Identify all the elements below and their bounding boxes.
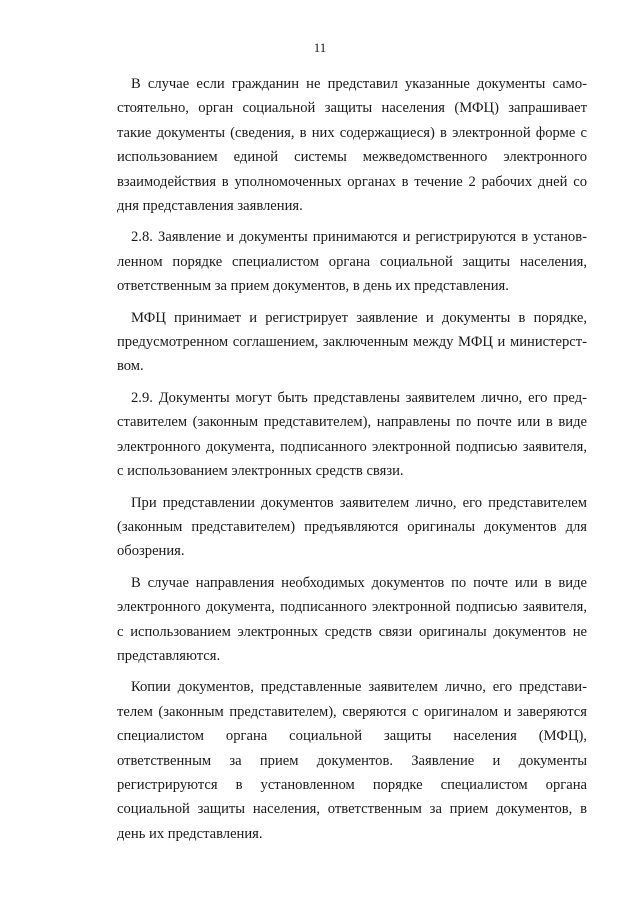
paragraph-originals-presentation: При представлении документов заявителем лично, его представителем (законным представителем) предъявляются оригиналы документов для обозрения.	[117, 494, 587, 560]
paragraph-documents-request: В случае если гражданин не представил указанные документы самостоятельно, орган социальной защиты населения (МФЦ) запрашивает такие документы (сведения, в них содержащиеся) в электронной форме с использованием единой системы межведомственного электронного взаимодействия в уполномоченных органах в течение 2 рабочих дней со дня представления заявления.	[117, 76, 587, 215]
paragraph-mail-electronic: В случае направления необходимых документов по почте или в виде электронного документа, подписанного электронной подписью заявителя, с использованием электронных средств связи оригиналы документов не представляются.	[117, 574, 587, 664]
page-number: 11	[313, 40, 327, 55]
document-body	[117, 72, 587, 853]
paragraph-mfc-registration: МФЦ принимает и регистрирует заявление и документы в порядке, предусмотренном соглашением, заключенным между МФЦ и министерством.	[117, 309, 587, 375]
paragraph-copies-verification: Копии документов, представленные заявителем лично, его представителем (законным представителем), сверяются с оригиналом и заверяются специалистом органа социальной защиты населения (МФЦ), ответственным за прием документов. Заявление и документы регистрируются в установленном порядке специалистом органа социальной защиты населения, ответственным за прием документов, в день их представления.	[117, 679, 587, 842]
paragraph-2-9: 2.9. Документы могут быть представлены заявителем лично, его представителем (законным представителем), направлены по почте или в виде электронного документа, подписанного электронной подписью заявителя, с использованием электронных средств связи.	[117, 389, 587, 480]
paragraph-2-8: 2.8. Заявление и документы принимаются и регистрируются в установленном порядке специалистом органа социальной защиты населения, ответственным за прием документов, в день их представления.	[117, 229, 587, 295]
